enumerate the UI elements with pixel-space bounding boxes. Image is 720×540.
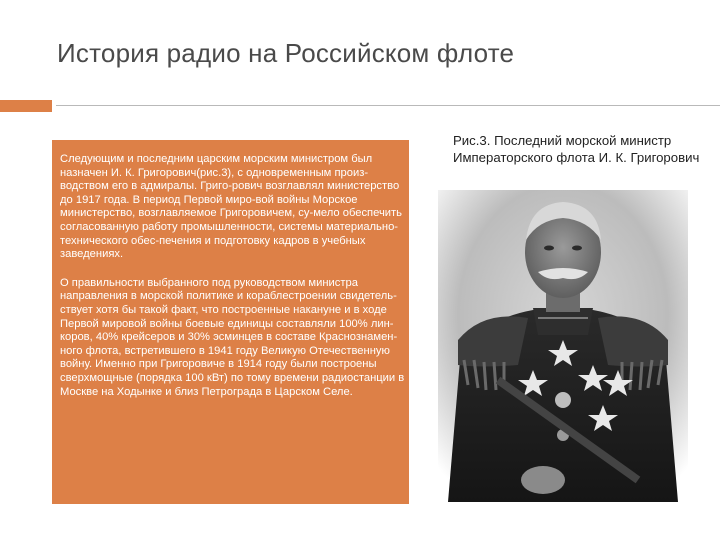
- accent-block: [0, 100, 52, 112]
- figure-caption: Рис.3. Последний морской министр Императорского флота И. К. Григорович: [453, 133, 700, 165]
- slide-title: История радио на Российском флоте: [57, 38, 515, 68]
- portrait-photo: [438, 190, 688, 502]
- paragraph-2: О правильности выбранного под руководством министра направления в морской политике и кораблестроении свидетель-ствует хотя бы такой факт, что построенные накануне и в ходе Первой мировой войны боевые единицы составляли 100% лин-коров, 40% крейсеров и 30% эсминцев в составе Краснознамен-ного флота, встретившего в 1941 году Великую Отечественную войну. Именно при Григоровиче в 1914 году были построены сверхмощные (порядка 100 кВт) по тому времени радиостанции в Москве на Ходынке и близ Петрограда в Царском Селе.: [60, 276, 405, 398]
- title-divider: [56, 105, 720, 106]
- text-panel: [52, 140, 409, 504]
- paragraph-1: Следующим и последним царским морским министром был назначен И. К. Григорович(рис.3), с одновременным произ-водством его в адмиралы. Григо-рович возглавлял министерство до 1917 года. В период Первой миро-вой войны Морское министерство, возглавляемое Григоровичем, су-мело обеспечить согласованную работу промышленности, системы материально-технического обес-печения и подготовку кадров в учебных заведениях.: [60, 153, 402, 261]
